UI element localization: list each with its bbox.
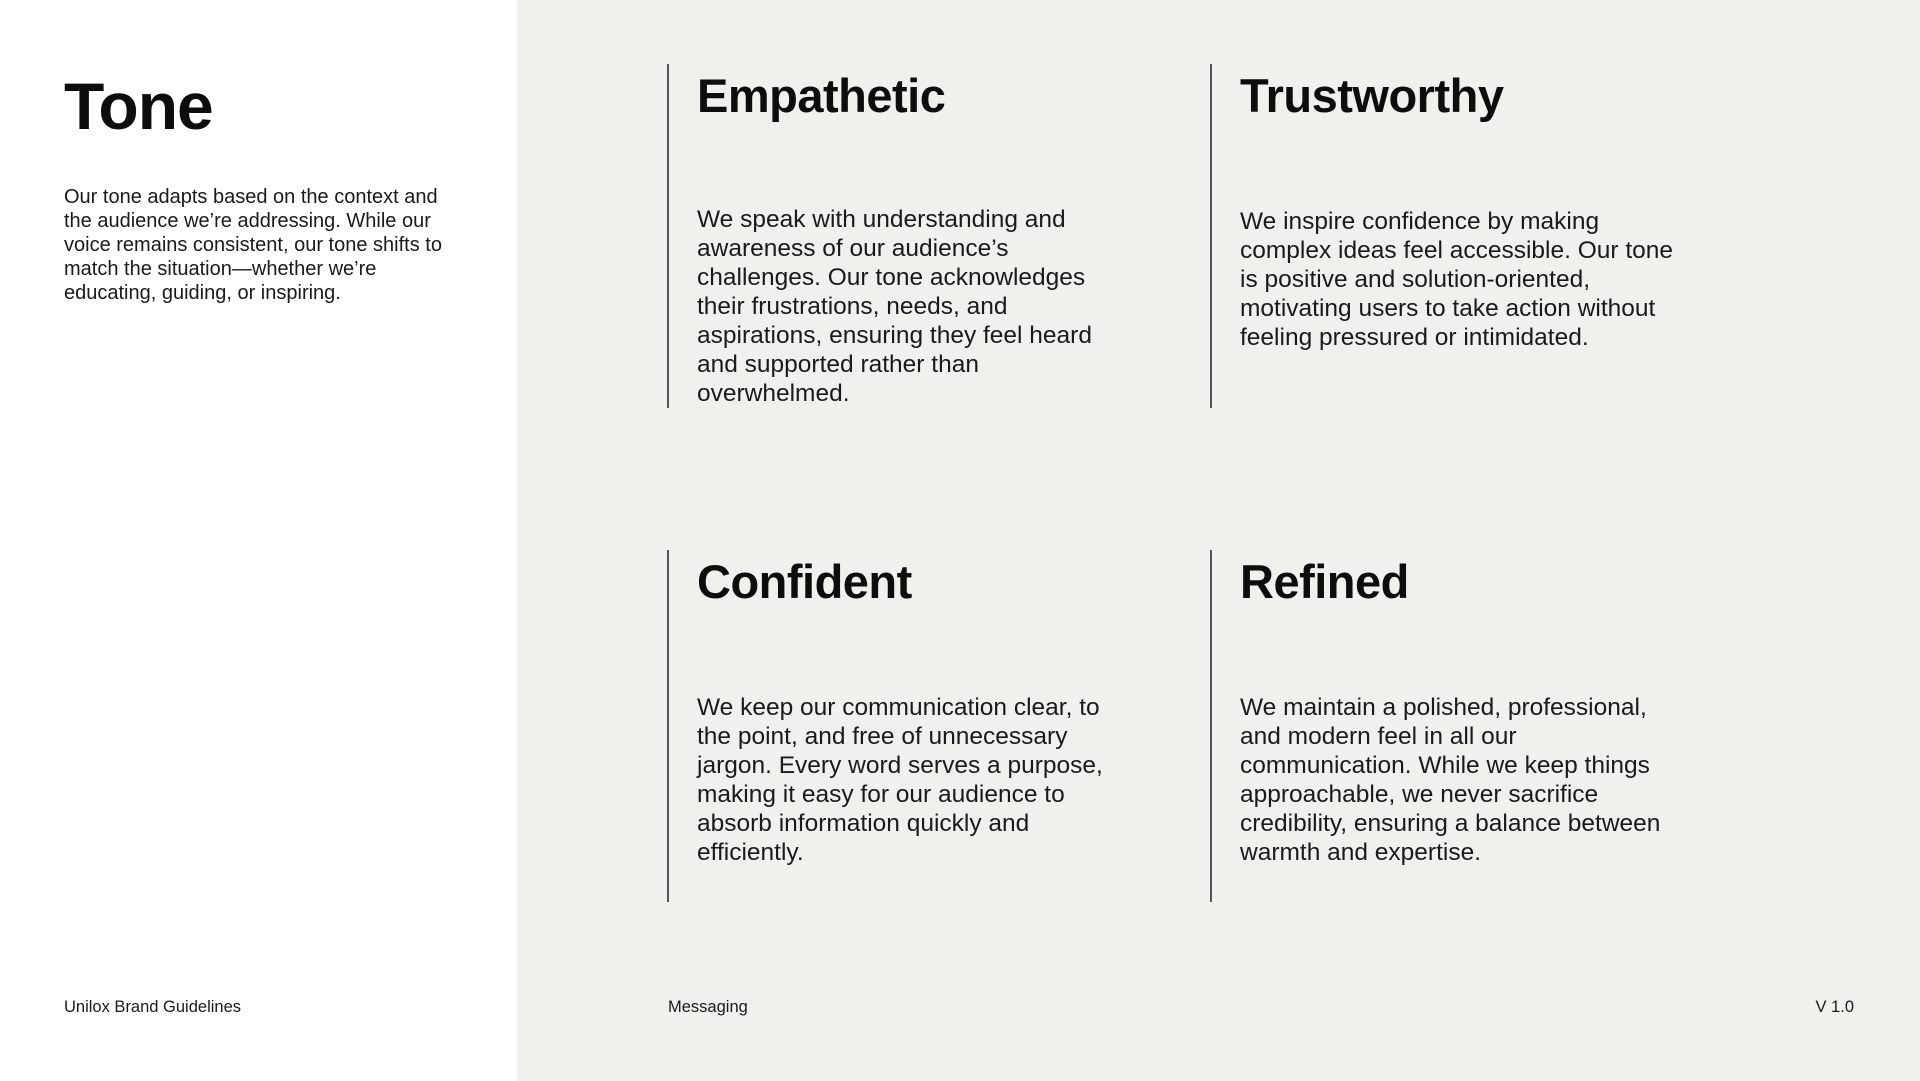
- footer-version: V 1.0: [1815, 998, 1854, 1016]
- tone-card-title: Refined: [1240, 555, 1409, 608]
- tone-card-confident: [667, 550, 1127, 902]
- tone-card-title: Empathetic: [697, 69, 946, 122]
- tone-card-trustworthy: [1210, 64, 1680, 408]
- left-panel: [0, 0, 517, 1081]
- tone-card-description: We maintain a polished, professional, and modern feel in all our communication. While we keep things approachable, we never sacrifice credibility, ensuring a balance between warmth and expertise.: [1240, 694, 1661, 866]
- page-title: Tone: [64, 69, 213, 143]
- tone-card-title: Confident: [697, 555, 912, 608]
- tone-card-refined: [1210, 550, 1680, 902]
- intro-paragraph: Our tone adapts based on the context and the audience we’re addressing. While our voice remains consistent, our tone shifts to match the situation—whether we’re educating, guiding, or inspiring.: [64, 186, 442, 304]
- footer-section: Messaging: [668, 998, 748, 1016]
- footer-brand: Unilox Brand Guidelines: [64, 998, 242, 1016]
- tone-card-title: Trustworthy: [1240, 69, 1504, 122]
- tone-card-description: We inspire confidence by making complex ideas feel accessible. Our tone is positive and solution-oriented, motivating users to take action without feeling pressured or intimidated.: [1240, 208, 1674, 351]
- tone-card-empathetic: [667, 64, 1127, 408]
- tone-card-description: We speak with understanding and awareness of our audience’s challenges. Our tone acknowledges their frustrations, needs, and aspirations, ensuring they feel heard and supported rather than overwhelmed.: [697, 206, 1092, 407]
- tone-card-description: We keep our communication clear, to the point, and free of unnecessary jargon. Every word serves a purpose, making it easy for our audience to absorb information quickly and efficiently.: [697, 694, 1103, 866]
